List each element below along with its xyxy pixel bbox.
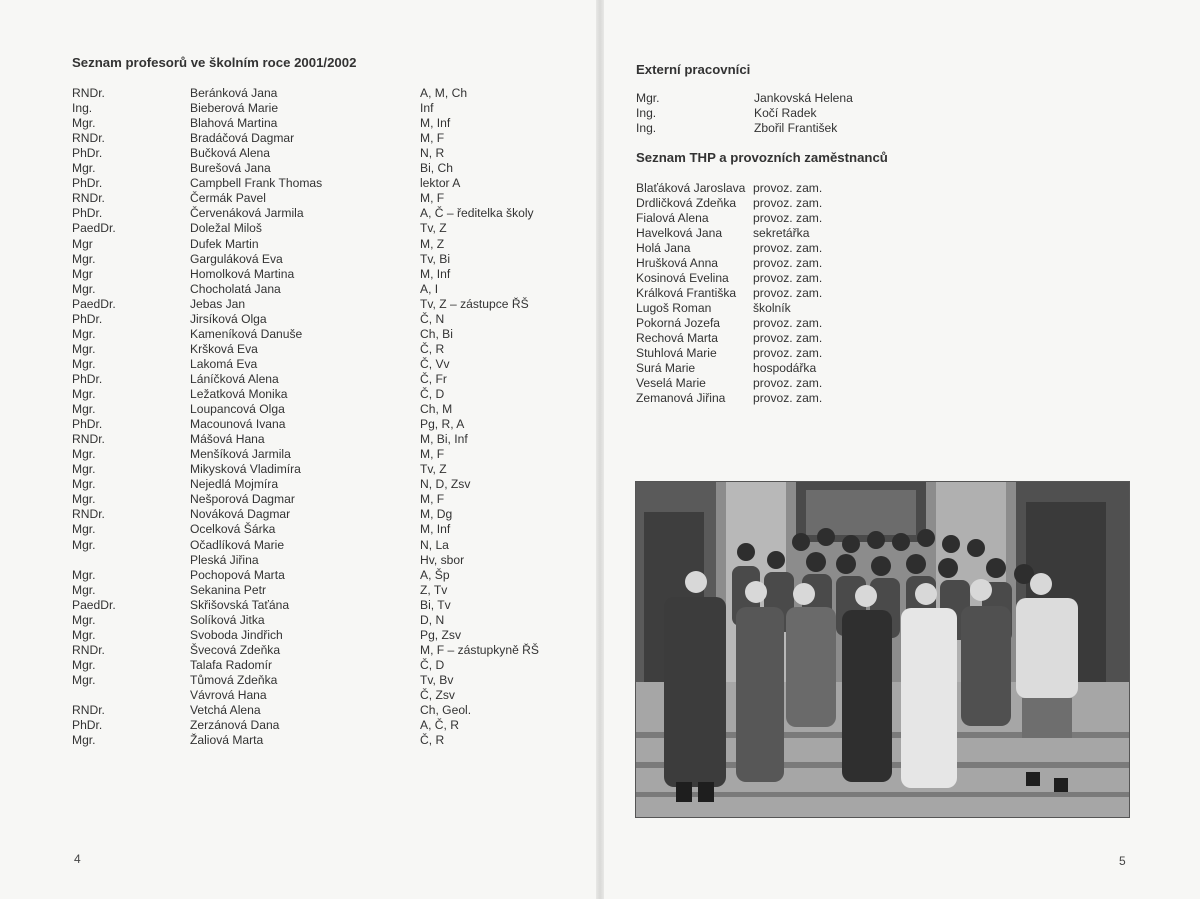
thp-staff-name: Drdličková Zdeňka	[636, 196, 737, 210]
staff-subjects: M, Z	[420, 236, 445, 251]
staff-name: Lakomá Eva	[190, 356, 258, 371]
staff-title: Mgr.	[72, 387, 96, 401]
staff-subjects: Bi, Tv	[420, 597, 451, 612]
staff-row	[0, 703, 598, 718]
staff-name: Loupancová Olga	[190, 402, 285, 417]
staff-row	[0, 282, 598, 297]
staff-title: Mgr.	[72, 537, 96, 552]
staff-row	[0, 643, 598, 658]
staff-title: PaedDr.	[72, 597, 116, 612]
staff-name: Bučková Alena	[190, 146, 271, 161]
staff-row	[0, 477, 598, 492]
staff-row	[0, 206, 598, 221]
staff-subjects: Tv, Bi	[420, 251, 451, 266]
staff-row	[0, 507, 598, 522]
thp-staff-position: provoz. zam.	[753, 271, 823, 285]
thp-staff-position: provoz. zam.	[753, 376, 823, 390]
staff-name: Nováková Dagmar	[190, 507, 291, 522]
thp-staff-position: provoz. zam.	[753, 391, 823, 405]
staff-subjects: D, N	[420, 612, 445, 627]
external-staff-title: Ing.	[636, 121, 657, 135]
external-heading: Externí pracovníci	[636, 62, 751, 77]
staff-name: Očadlíková Marie	[190, 537, 285, 552]
staff-title: Mgr.	[72, 251, 96, 266]
staff-title: RNDr.	[72, 507, 105, 522]
staff-title: Mgr	[72, 236, 93, 251]
staff-row	[0, 718, 598, 733]
staff-name: Čermák Pavel	[190, 191, 266, 206]
staff-subjects: M, F	[420, 131, 445, 146]
thp-staff-position: provoz. zam.	[753, 256, 823, 270]
staff-title: Mgr.	[72, 447, 96, 462]
staff-subjects: M, Bi, Inf	[420, 432, 468, 447]
thp-staff-name: Havelková Jana	[636, 226, 723, 240]
staff-row	[0, 161, 598, 176]
staff-subjects: Hv, sbor	[420, 552, 465, 567]
page-number-right: 5	[1119, 854, 1126, 868]
staff-title: RNDr.	[72, 191, 105, 206]
staff-title: Mgr.	[72, 341, 96, 356]
staff-title: PhDr.	[72, 176, 103, 191]
staff-name: Švecová Zdeňka	[190, 642, 281, 657]
thp-staff-name: Zemanová Jiřina	[636, 391, 726, 405]
staff-row	[0, 492, 598, 507]
staff-subjects: M, Inf	[420, 116, 451, 131]
staff-row	[0, 613, 598, 628]
staff-row	[0, 252, 598, 267]
staff-title: Mgr.	[72, 657, 96, 672]
thp-staff-position: provoz. zam.	[753, 211, 823, 225]
staff-subjects: A, Šp	[420, 567, 450, 582]
staff-name: Macounová Ivana	[190, 417, 286, 432]
staff-title: Mgr.	[72, 161, 96, 176]
thp-staff-position: školník	[753, 301, 791, 315]
thp-staff-name: Kosinová Evelina	[636, 271, 729, 285]
staff-heading: Seznam profesorů ve školním roce 2001/2002	[72, 55, 357, 70]
staff-row	[0, 598, 598, 613]
staff-name: Garguláková Eva	[190, 251, 283, 266]
staff-name: Červenáková Jarmila	[190, 206, 304, 221]
staff-title: Mgr.	[72, 627, 96, 642]
thp-heading: Seznam THP a provozních zaměstnanců	[636, 150, 888, 165]
staff-row	[0, 221, 598, 236]
staff-row	[0, 583, 598, 598]
staff-name: Mikysková Vladimíra	[190, 462, 301, 477]
thp-staff-name: Holá Jana	[636, 241, 691, 255]
thp-staff-position: hospodářka	[753, 361, 817, 375]
thp-staff-position: sekretářka	[753, 226, 810, 240]
staff-row	[0, 372, 598, 387]
staff-row	[0, 327, 598, 342]
staff-subjects: Pg, Zsv	[420, 627, 461, 642]
thp-staff-name: Hrušková Anna	[636, 256, 719, 270]
staff-name: Mášová Hana	[190, 432, 265, 447]
staff-subjects: lektor A	[420, 176, 461, 191]
staff-subjects: M, Inf	[420, 522, 451, 537]
staff-row	[0, 146, 598, 161]
staff-subjects: Ch, M	[420, 402, 453, 417]
staff-name: Nejedlá Mojmíra	[190, 477, 279, 492]
staff-title: Mgr.	[72, 582, 96, 597]
staff-row	[0, 101, 598, 116]
staff-name: Kameníková Danuše	[190, 326, 303, 341]
staff-subjects: A, M, Ch	[420, 86, 468, 100]
staff-row	[0, 688, 598, 703]
staff-title: Mgr	[72, 266, 93, 281]
page-number-left: 4	[74, 852, 81, 866]
staff-subjects: M, F – zástupkyně ŘŠ	[420, 642, 539, 657]
thp-staff-position: provoz. zam.	[753, 286, 823, 300]
staff-name: Talafa Radomír	[190, 657, 273, 672]
staff-subjects: N, R	[420, 146, 445, 161]
staff-name: Burešová Jana	[190, 161, 271, 176]
staff-name: Láníčková Alena	[190, 371, 279, 386]
staff-row	[0, 462, 598, 477]
staff-title: PhDr.	[72, 371, 103, 386]
staff-row	[0, 432, 598, 447]
staff-row	[0, 237, 598, 252]
staff-subjects: M, Dg	[420, 507, 453, 522]
staff-name: Tůmová Zdeňka	[190, 672, 278, 687]
thp-staff-name: Lugoš Roman	[636, 301, 712, 315]
thp-staff-position: provoz. zam.	[753, 346, 823, 360]
staff-title: PhDr.	[72, 417, 103, 432]
external-staff-name: Jankovská Helena	[754, 91, 853, 105]
staff-subjects: Tv, Z	[420, 221, 447, 236]
staff-name: Žaliová Marta	[190, 733, 264, 748]
staff-title: Mgr.	[72, 612, 96, 627]
thp-staff-name: Stuhlová Marie	[636, 346, 717, 360]
staff-group-photo	[635, 481, 1130, 818]
staff-row	[0, 673, 598, 688]
staff-row	[0, 447, 598, 462]
staff-name: Ležatková Monika	[190, 387, 288, 401]
staff-subjects: M, F	[420, 447, 445, 462]
staff-row	[0, 658, 598, 673]
staff-title: PhDr.	[72, 311, 103, 326]
staff-subjects: Pg, R, A	[420, 417, 465, 432]
staff-name: Vetchá Alena	[190, 703, 261, 718]
staff-row	[0, 522, 598, 537]
staff-subjects: N, La	[420, 537, 449, 552]
staff-row	[0, 402, 598, 417]
thp-staff-position: provoz. zam.	[753, 196, 823, 210]
staff-title: Mgr.	[72, 402, 96, 417]
thp-staff-name: Králková Františka	[636, 286, 737, 300]
staff-title: Mgr.	[72, 672, 96, 687]
staff-subjects: A, I	[420, 281, 439, 296]
staff-title: PhDr.	[72, 146, 103, 161]
staff-subjects: Č, N	[420, 311, 445, 326]
staff-name: Pochopová Marta	[190, 567, 285, 582]
staff-title: Mgr.	[72, 326, 96, 341]
thp-staff-name: Fialová Alena	[636, 211, 709, 225]
staff-title: Mgr.	[72, 522, 96, 537]
staff-subjects: Tv, Z	[420, 462, 447, 477]
staff-subjects: Z, Tv	[420, 582, 448, 597]
staff-name: Jebas Jan	[190, 296, 246, 311]
staff-row	[0, 553, 598, 568]
staff-name: Kršková Eva	[190, 341, 258, 356]
staff-subjects: Č, Zsv	[420, 688, 455, 702]
staff-row	[0, 538, 598, 553]
staff-subjects: N, D, Zsv	[420, 477, 471, 492]
thp-staff-position: provoz. zam.	[753, 241, 823, 255]
staff-name: Campbell Frank Thomas	[190, 176, 323, 191]
staff-name: Blahová Martina	[190, 116, 278, 131]
staff-subjects: Ch, Bi	[420, 326, 453, 341]
staff-subjects: Tv, Z – zástupce ŘŠ	[420, 296, 529, 311]
staff-title: Mgr.	[72, 356, 96, 371]
staff-name: Menšíková Jarmila	[190, 447, 291, 462]
staff-name: Vávrová Hana	[190, 688, 267, 702]
thp-staff-position: provoz. zam.	[753, 316, 823, 330]
staff-title: Mgr.	[72, 281, 96, 296]
staff-row	[0, 176, 598, 191]
staff-subjects: Č, R	[420, 733, 445, 748]
staff-row	[0, 342, 598, 357]
staff-title: Mgr.	[72, 492, 96, 507]
staff-title: PhDr.	[72, 206, 103, 221]
staff-subjects: Bi, Ch	[420, 161, 453, 176]
staff-row	[0, 417, 598, 432]
staff-title: RNDr.	[72, 86, 105, 100]
staff-title: RNDr.	[72, 432, 105, 447]
staff-name: Pleská Jiřina	[190, 552, 259, 567]
staff-name: Ocelková Šárka	[190, 522, 276, 537]
staff-row	[0, 267, 598, 282]
staff-name: Beránková Jana	[190, 86, 278, 100]
thp-staff-name: Pokorná Jozefa	[636, 316, 721, 330]
staff-subjects: M, Inf	[420, 266, 451, 281]
staff-name: Solíková Jitka	[190, 612, 265, 627]
thp-staff-position: provoz. zam.	[753, 331, 823, 345]
external-staff-title: Mgr.	[636, 91, 660, 105]
staff-row	[0, 628, 598, 643]
thp-staff-position: provoz. zam.	[753, 181, 823, 195]
staff-row	[0, 568, 598, 583]
staff-title: PaedDr.	[72, 221, 116, 236]
staff-name: Bradáčová Dagmar	[190, 131, 295, 146]
staff-row	[0, 312, 598, 327]
staff-title: Mgr.	[72, 567, 96, 582]
staff-row	[0, 116, 598, 131]
staff-name: Chocholatá Jana	[190, 281, 281, 296]
external-staff-name: Zbořil František	[754, 121, 838, 135]
staff-title: PhDr.	[72, 718, 103, 733]
staff-name: Homolková Martina	[190, 266, 295, 281]
staff-title: RNDr.	[72, 703, 105, 718]
staff-title: Mgr.	[72, 116, 96, 131]
staff-name: Doležal Miloš	[190, 221, 262, 236]
staff-title: RNDr.	[72, 642, 105, 657]
thp-staff-name: Rechová Marta	[636, 331, 719, 345]
staff-title: Mgr.	[72, 462, 96, 477]
staff-row	[0, 733, 598, 748]
staff-subjects: A, Č – ředitelka školy	[420, 206, 534, 221]
staff-subjects: Č, R	[420, 341, 445, 356]
staff-subjects: A, Č, R	[420, 718, 459, 733]
staff-name: Nešporová Dagmar	[190, 492, 295, 507]
staff-row	[0, 191, 598, 206]
staff-subjects: Tv, Bv	[420, 672, 454, 687]
staff-row	[0, 357, 598, 372]
staff-row	[0, 387, 598, 402]
staff-row	[0, 131, 598, 146]
staff-subjects: Č, Vv	[420, 356, 450, 371]
staff-title: Mgr.	[72, 477, 96, 492]
staff-name: Skřišovská Taťána	[190, 597, 290, 612]
staff-title: Ing.	[72, 101, 93, 116]
external-staff-name: Kočí Radek	[754, 106, 817, 120]
staff-title: RNDr.	[72, 131, 105, 146]
thp-staff-name: Veselá Marie	[636, 376, 706, 390]
staff-name: Sekanina Petr	[190, 582, 266, 597]
thp-staff-name: Surá Marie	[636, 361, 696, 375]
staff-name: Jirsíková Olga	[190, 311, 267, 326]
staff-title: PaedDr.	[72, 296, 116, 311]
staff-name: Bieberová Marie	[190, 101, 279, 116]
staff-subjects: Inf	[420, 101, 434, 116]
staff-name: Svoboda Jindřich	[190, 627, 283, 642]
staff-subjects: Č, D	[420, 387, 445, 401]
thp-staff-name: Blaťáková Jaroslava	[636, 181, 746, 195]
staff-subjects: Č, D	[420, 657, 445, 672]
staff-name: Zerzánová Dana	[190, 718, 280, 733]
staff-title: Mgr.	[72, 733, 96, 748]
external-staff-title: Ing.	[636, 106, 657, 120]
staff-subjects: M, F	[420, 492, 445, 507]
staff-subjects: Č, Fr	[420, 371, 447, 386]
staff-row	[0, 86, 598, 101]
staff-subjects: Ch, Geol.	[420, 703, 472, 718]
staff-subjects: M, F	[420, 191, 445, 206]
staff-name: Dufek Martin	[190, 236, 259, 251]
staff-row	[0, 297, 598, 312]
